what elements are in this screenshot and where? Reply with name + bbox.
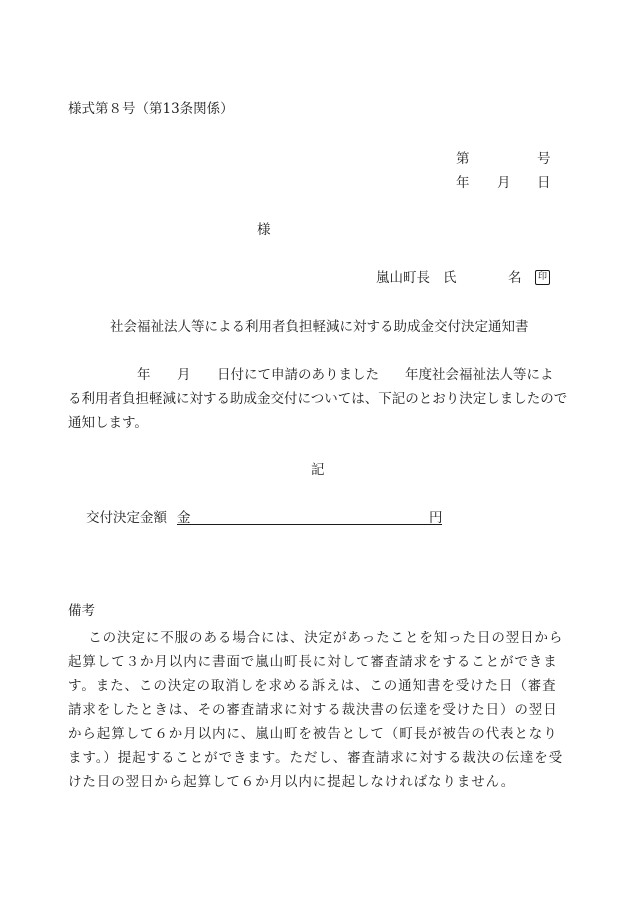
body-application-text: 日付にて申請のありました <box>217 367 379 383</box>
ki-heading: 記 <box>311 462 325 478</box>
body-line-2: る利用者負担軽減に対する助成金交付については、下記のとおり決定しましたので <box>68 391 568 407</box>
seal-icon: 印 <box>535 270 550 285</box>
date-month-label: 月 <box>497 175 511 191</box>
date-day-label: 日 <box>537 175 551 191</box>
notes-title: 備考 <box>68 603 95 619</box>
body-month-label: 月 <box>177 367 191 383</box>
date-year-label: 年 <box>456 175 470 191</box>
body-year-label: 年 <box>137 367 151 383</box>
recipient-suffix: 様 <box>257 222 271 238</box>
issuer-name-mei: 名 <box>508 270 522 286</box>
body-fiscal-year-text: 年度社会福祉法人等によ <box>405 367 554 383</box>
body-line-3: 通知します。 <box>68 415 148 431</box>
notes-text: この決定に不服のある場合には、決定があったことを知った日の翌日から起算して３か月以内に書面で嵐山町長に対して審査請求をすることができます。また、この決定の取消しを求める訴えは、この通知書を受けた日（審査請求をしたときは、その審査請求に対する裁決書の伝達を受けた日）の翌日から起算して６か月以内に、嵐山町を被告として（町長が被告の代表となります。）提起することができます。ただし、審査請求に対する裁決の伝達を受けた日の翌日から起算して６か月以内に提起しなければなりません。 <box>68 630 564 790</box>
amount-underline <box>177 524 442 525</box>
issuer-name-shi: 氏 <box>443 270 457 286</box>
amount-yen: 円 <box>429 510 443 526</box>
document-number-suffix: 号 <box>537 151 551 167</box>
issuer-title: 嵐山町長 <box>376 270 430 286</box>
amount-kin: 金 <box>177 510 191 526</box>
amount-label: 交付決定金額 <box>86 510 167 526</box>
document-title: 社会福祉法人等による利用者負担軽減に対する助成金交付決定通知書 <box>110 319 529 335</box>
form-label: 様式第８号（第13条関係） <box>68 101 234 117</box>
document-number-prefix: 第 <box>456 151 470 167</box>
